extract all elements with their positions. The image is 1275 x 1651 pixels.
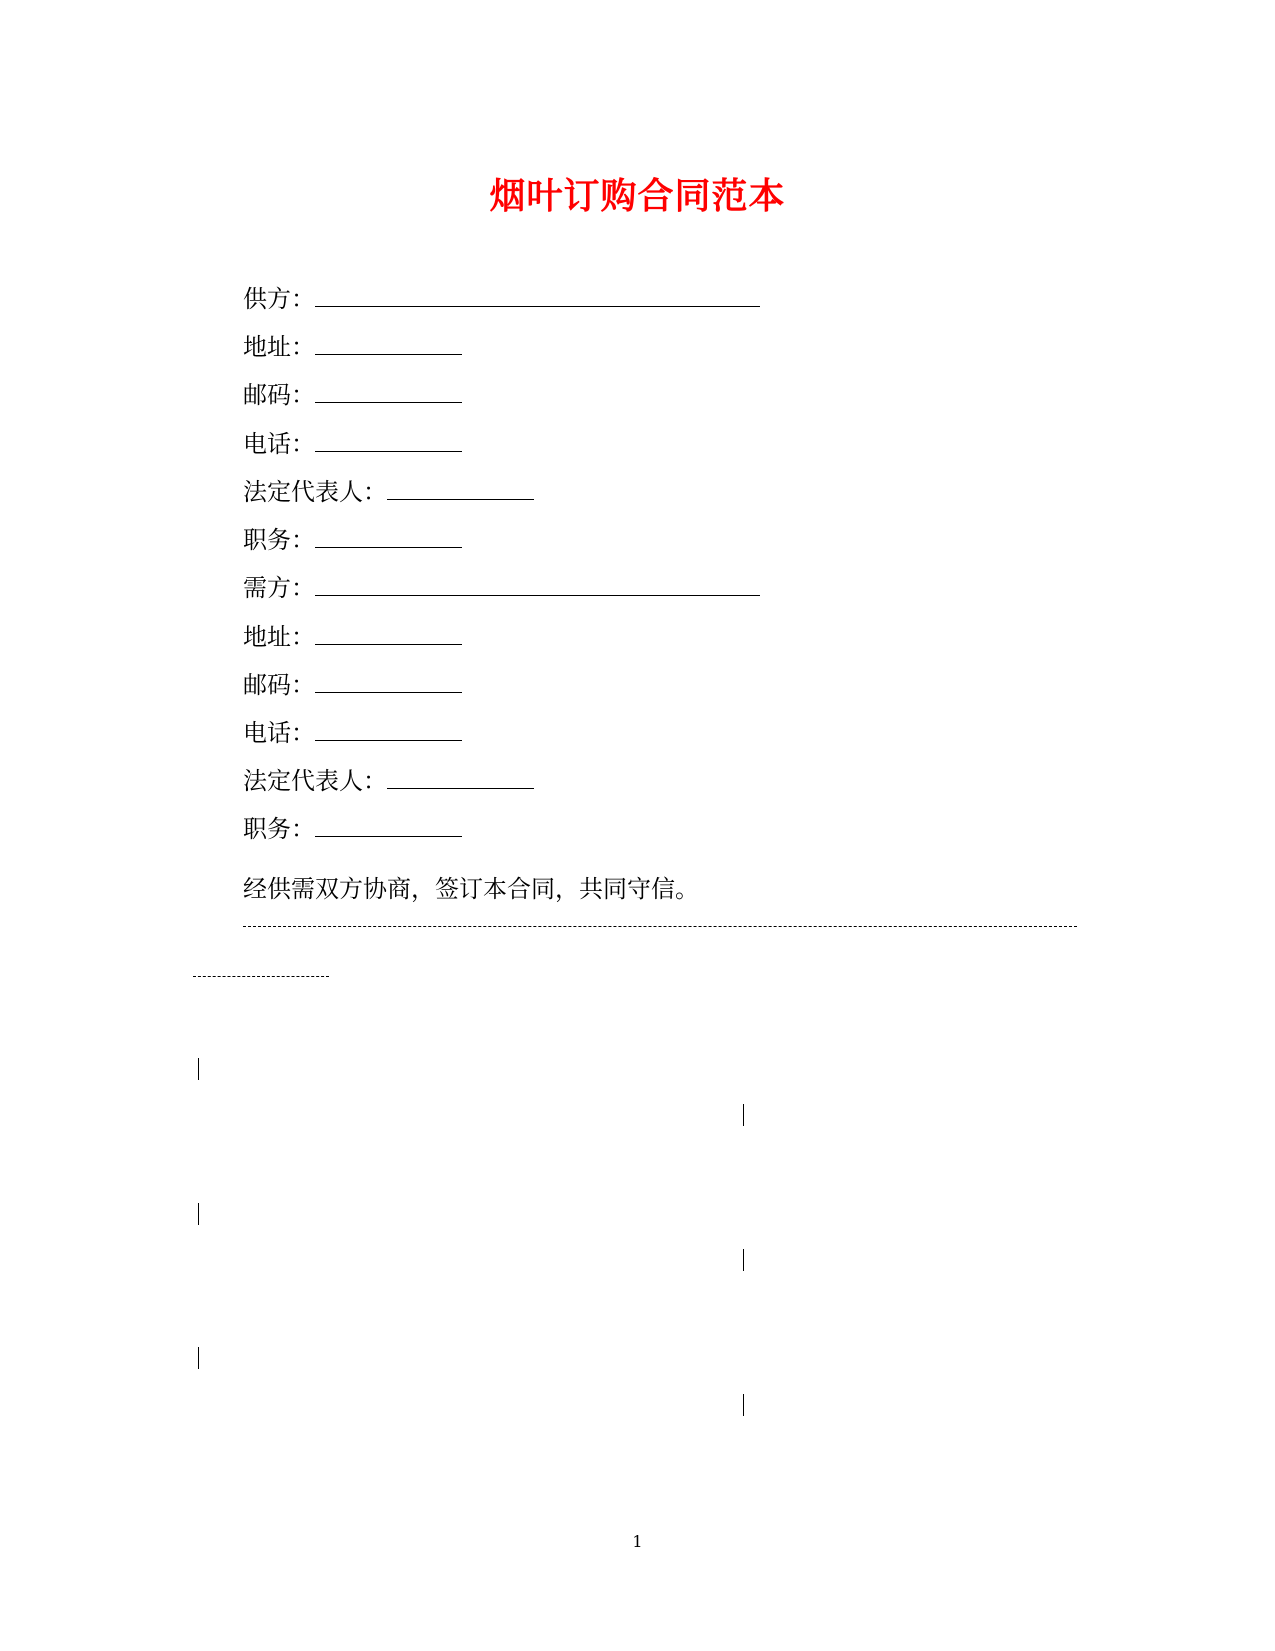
buyer-postcode-blank[interactable] <box>315 668 462 693</box>
buyer-address-field <box>243 620 462 654</box>
supplier-field <box>243 282 760 316</box>
supplier-representative-blank[interactable] <box>387 475 534 500</box>
dashed-divider <box>243 926 1077 927</box>
buyer-position-field <box>243 812 462 846</box>
supplier-representative-field <box>243 475 534 509</box>
text-cursor-mark <box>198 1058 199 1080</box>
supplier-blank[interactable] <box>315 282 760 307</box>
dashed-divider-continuation <box>193 976 329 977</box>
supplier-address-blank[interactable] <box>315 330 462 355</box>
buyer-blank[interactable] <box>315 571 760 596</box>
field-label: 电话： <box>243 430 315 458</box>
text-cursor-mark <box>198 1347 199 1369</box>
buyer-phone-field <box>243 716 462 750</box>
buyer-representative-field <box>243 764 534 798</box>
field-label: 需方： <box>243 574 315 602</box>
agreement-statement: 经供需双方协商，签订本合同，共同守信。 <box>243 875 699 903</box>
supplier-phone-blank[interactable] <box>315 427 462 452</box>
field-label: 邮码： <box>243 671 315 699</box>
supplier-position-blank[interactable] <box>315 523 462 548</box>
buyer-representative-blank[interactable] <box>387 764 534 789</box>
field-label: 法定代表人： <box>243 767 387 795</box>
buyer-phone-blank[interactable] <box>315 716 462 741</box>
document-title: 烟叶订购合同范本 <box>489 175 786 217</box>
field-label: 法定代表人： <box>243 478 387 506</box>
text-cursor-mark <box>743 1104 744 1126</box>
supplier-phone-field <box>243 427 462 461</box>
buyer-position-blank[interactable] <box>315 812 462 837</box>
supplier-postcode-field <box>243 378 462 412</box>
field-label: 地址： <box>243 623 315 651</box>
supplier-address-field <box>243 330 462 364</box>
field-label: 职务： <box>243 815 315 843</box>
buyer-address-blank[interactable] <box>315 620 462 645</box>
field-label: 邮码： <box>243 381 315 409</box>
buyer-field <box>243 571 760 605</box>
field-label: 电话： <box>243 719 315 747</box>
supplier-postcode-blank[interactable] <box>315 378 462 403</box>
buyer-postcode-field <box>243 668 462 702</box>
text-cursor-mark <box>743 1394 744 1416</box>
text-cursor-mark <box>743 1249 744 1271</box>
field-label: 地址： <box>243 333 315 361</box>
page-number: 1 <box>632 1532 643 1551</box>
text-cursor-mark <box>198 1203 199 1225</box>
field-label: 职务： <box>243 526 315 554</box>
field-label: 供方： <box>243 285 315 313</box>
supplier-position-field <box>243 523 462 557</box>
